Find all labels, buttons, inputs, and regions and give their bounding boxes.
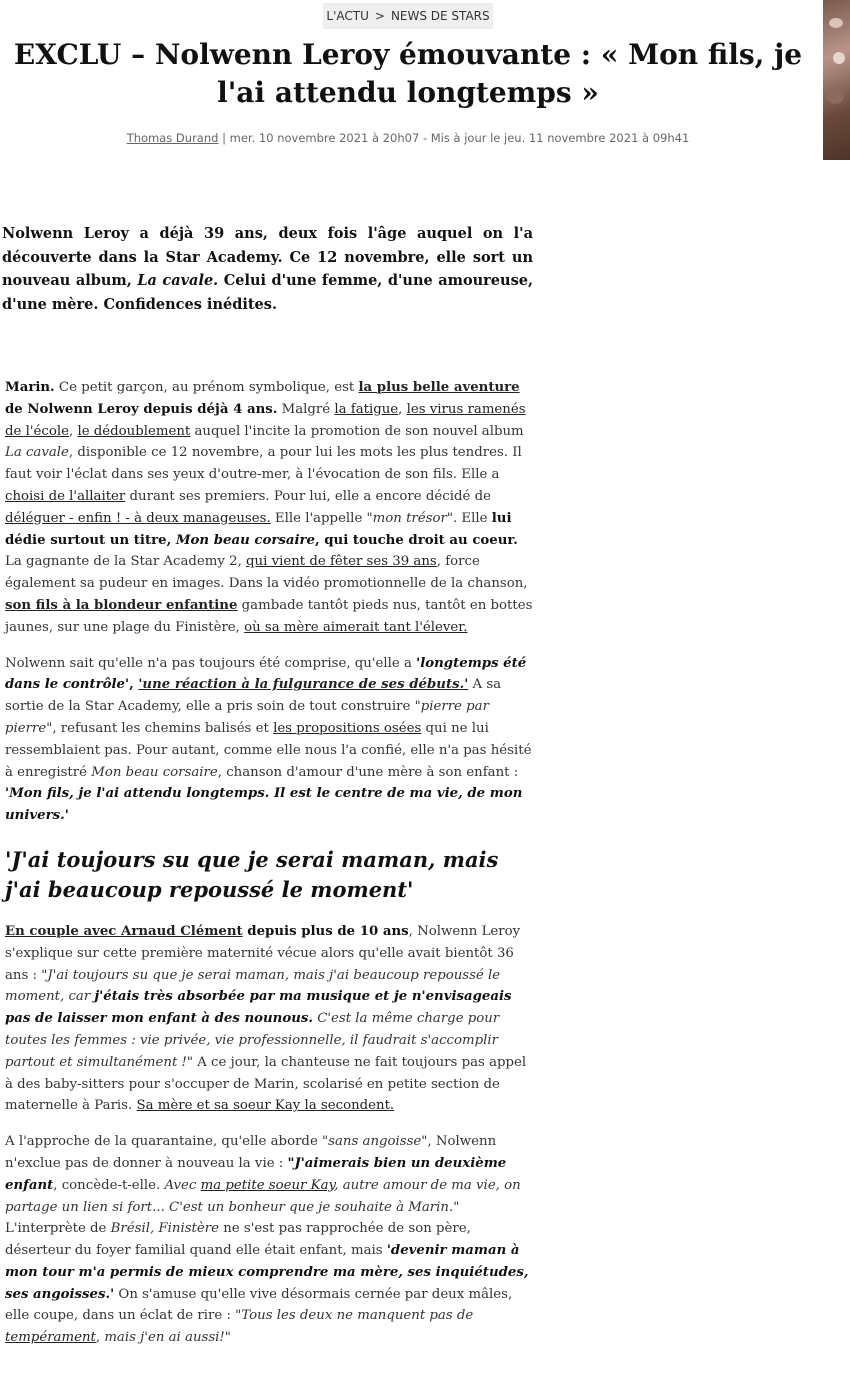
text: j'étais très absorbée par ma musique et je n'envisageais pas de laisser mon enfant à des nounous. [5,989,512,1027]
article-lead [2,222,533,316]
text: qui ne lui ressemblaient pas. Pour autant, comme elle nous l'a confié, elle n'a pas hésité à enregistré [5,720,532,780]
text: Nolwenn sait qu'elle n'a pas toujours été comprise, qu'elle a [5,655,417,671]
text: , mais j'en ai aussi!" [95,1330,231,1346]
inline-link[interactable]: la plus belle aventure [358,380,520,395]
text: , [398,401,407,417]
inline-link[interactable]: qui vient de fêter ses 39 ans [246,554,437,570]
text: Brésil, Finistère [110,1221,219,1237]
inline-link[interactable]: où sa mère aimerait tant l'élever. [244,619,468,635]
text: "Tous les deux ne manquent pas de [235,1308,474,1324]
byline [0,131,816,145]
section-heading: 'J'ai toujours su que je serai maman, mais j'ai beaucoup repoussé le moment' [5,846,499,902]
text: 'devenir maman à mon tour m'a permis de mieux comprendre ma mère, ses inquiétudes, ses angoisses.' [5,1243,529,1302]
paragraph [5,921,535,1117]
text: durant ses premiers. Pour lui, elle a encore décidé de [125,488,491,504]
text: L'interprète de [5,1221,111,1237]
byline-separator: | [222,131,226,145]
text: Malgré [277,401,335,417]
inline-link[interactable]: En couple avec Arnaud Clément [5,923,243,939]
text: Avec [164,1177,201,1193]
text: Marin. [5,380,55,395]
text: , refusant les chemins balisés et [52,720,274,736]
paragraph [5,1131,535,1349]
text: "J'aimerais bien un deuxième enfant [5,1155,507,1193]
inline-link[interactable]: ma petite soeur Kay [200,1177,335,1193]
text: ne s'est pas rapprochée de son père, déserteur du foyer familial quand elle était enfant, mais [5,1221,471,1259]
inline-link[interactable]: déléguer - enfin ! - à deux manageuses. [5,510,271,526]
text: , force également sa pudeur en images. Dans la vidéo promotionnelle de la chanson, [5,554,528,592]
text: "pierre par pierre" [5,699,489,736]
text: C'est la même charge pour toutes les femmes : vie privée, vie professionnelle, il faudrait s'accomplir partout et simultanément !" [5,1011,500,1070]
author-link[interactable]: Thomas Durand [126,131,219,145]
text: gambade tantôt pieds nus, tantôt en bottes jaunes, sur une plage du Finistère, [5,597,533,635]
inline-link[interactable]: les propositions osées [273,720,422,736]
text: "J'ai toujours su que je serai maman, mais j'ai beaucoup repoussé le moment, car [5,967,501,1005]
paragraph [5,377,535,639]
breadcrumb-subsection-link[interactable]: NEWS DE STARS [390,9,490,23]
lead-album: La cavale. [137,272,219,289]
paragraph [5,653,535,827]
breadcrumb-section-link[interactable]: L'ACTU [326,9,369,23]
inline-link[interactable]: 'une réaction à la fulgurance de ses débuts.' [138,677,469,693]
lead-text-end: Celui d'une femme, d'une amoureuse, d'une mère. Confidences inédites. [2,272,534,313]
article-photo [823,0,850,160]
text: Ce petit garçon, au prénom symbolique, est [54,380,359,395]
text: , autre amour de ma vie, on partage un lien si fort... C'est un bonheur que je souhaite à Marin." [5,1177,521,1215]
text: , chanson d'amour d'une mère à son enfant : [217,764,519,780]
text: A sa sortie de la Star Academy, elle a pris soin de tout construire [5,677,502,715]
article-body [5,377,535,1363]
text: A ce jour, la chanteuse ne fait toujours pas appel à des baby-sitters pour s'occuper de Marin, scolarisé en petite section de maternelle à Paris. [5,1054,527,1114]
inline-link[interactable]: les virus ramenés de l'école [5,401,526,439]
text: "mon trésor" [366,510,453,526]
text: A l'approche de la quarantaine, qu'elle aborde [5,1134,323,1150]
inline-link[interactable]: la fatigue [334,401,399,417]
text: 'longtemps été dans le contrôle' [5,655,527,693]
breadcrumb [323,3,493,29]
inline-link[interactable]: le dédoublement [77,423,191,439]
inline-link[interactable]: son fils à la blondeur enfantine [5,597,238,613]
text: , [68,423,78,439]
inline-link[interactable]: choisi de l'allaiter [5,488,126,504]
inline-link[interactable]: Sa mère et sa soeur Kay la secondent. [136,1098,395,1114]
text: depuis plus de 10 ans [242,923,409,939]
text: , Nolwenn Leroy s'explique sur cette première maternité vécue alors qu'elle avait bientôt 36 ans : [5,923,521,983]
text: Elle l'appelle [270,510,367,526]
text: auquel l'incite la promotion de son nouvel album [190,423,524,439]
lead-text: Nolwenn Leroy a déjà 39 ans, deux fois l'âge auquel on l'a découverte dans la Star Academy. Ce 12 novembre, elle sort un nouveau album, [2,225,533,289]
text: Mon beau corsaire [91,764,218,780]
text: , disponible ce 12 novembre, a pour lui les mots les plus tendres. Il faut voir l'éclat dans ses yeux d'outre-mer, à l'évocation de son fils. Elle a [5,445,522,483]
text: Mon beau corsaire [175,532,315,548]
text: . Elle [452,510,492,526]
text: On s'amuse qu'elle vive désormais cernée par deux mâles, elle coupe, dans un éclat de rire : [5,1286,513,1324]
text: lui dédie surtout un titre, [5,510,512,548]
breadcrumb-separator: > [374,9,385,23]
text: , concède-t-elle. [53,1177,165,1193]
text: La gagnante de la Star Academy 2, [5,554,247,570]
inline-link[interactable]: tempérament [5,1330,96,1346]
publish-date: mer. 10 novembre 2021 à 20h07 - Mis à jour le jeu. 11 novembre 2021 à 09h41 [229,131,690,145]
text: , [129,677,139,693]
text: , Nolwenn n'exclue pas de donner à nouveau la vie : [5,1134,497,1171]
text: "sans angoisse" [322,1134,428,1150]
text: 'Mon fils, je l'ai attendu longtemps. Il est le centre de ma vie, de mon univers.' [5,786,523,824]
text: de Nolwenn Leroy depuis déjà 4 ans. [5,401,278,417]
page-title: EXCLU – Nolwenn Leroy émouvante : « Mon fils, je l'ai attendu longtemps » [13,38,803,109]
text: La cavale [5,445,69,461]
text: , qui touche droit au coeur. [314,532,518,548]
